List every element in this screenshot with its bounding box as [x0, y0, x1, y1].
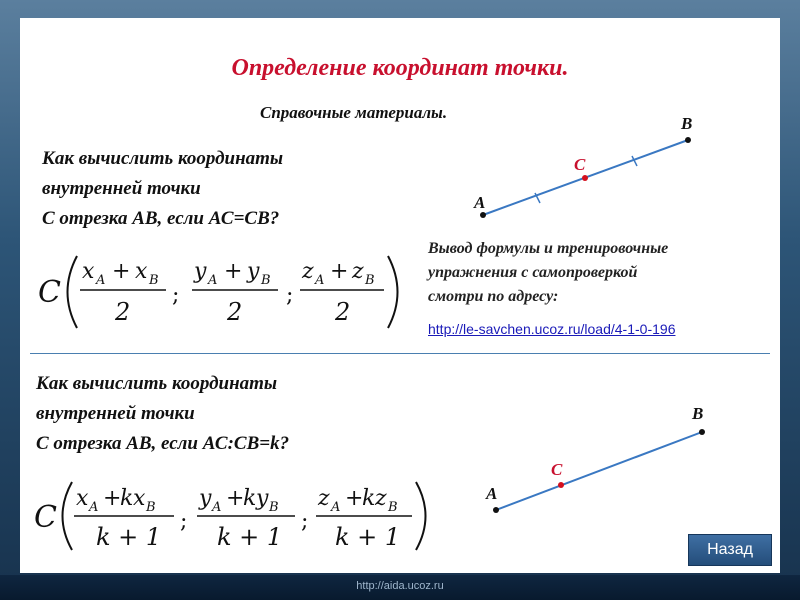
question-line: внутренней точки: [36, 403, 195, 424]
reference-link[interactable]: http://le-savchen.ucoz.ru/load/4-1-0-196: [428, 321, 676, 337]
formula-denominator: 2: [335, 298, 351, 326]
point-b: [699, 429, 705, 435]
label-c: C: [551, 460, 563, 479]
formula-denominator: k + 1: [217, 523, 283, 551]
right-paren: [388, 256, 398, 328]
formula-separator: ;: [172, 283, 180, 308]
formula-var: y: [199, 486, 212, 511]
formula-sub: A: [315, 273, 325, 288]
formula-sub: A: [89, 500, 99, 515]
formula-sub: B: [365, 273, 375, 288]
formula-sub: B: [146, 500, 156, 515]
formula-point: C: [34, 500, 57, 535]
question-line: внутренней точки: [42, 178, 201, 199]
formula-plus: +: [330, 259, 349, 284]
segment-diagram-midpoint: [473, 114, 692, 218]
formula-ratio: [34, 482, 426, 551]
formula-plus: +: [112, 259, 131, 284]
formula-sub: B: [269, 500, 279, 515]
question-line: Как вычислить координаты: [42, 148, 284, 169]
left-paren: [68, 256, 78, 328]
question-line: Как вычислить координаты: [36, 373, 278, 394]
formula-var: x: [133, 486, 146, 511]
formula-var: y: [194, 259, 207, 284]
page-title: Определение координат точки.: [231, 55, 569, 81]
point-a: [493, 507, 499, 513]
formula-denominator: 2: [227, 298, 243, 326]
formula-sub: B: [261, 273, 271, 288]
formula-sub: A: [212, 500, 222, 515]
formula-denominator: k + 1: [335, 523, 401, 551]
formula-var: x: [76, 486, 89, 511]
label-c: C: [574, 155, 586, 174]
formula-sub: B: [388, 500, 398, 515]
segment-diagram-ratio: [485, 404, 705, 513]
formula-k: k: [243, 486, 257, 511]
point-c: [582, 175, 588, 181]
point-b: [685, 137, 691, 143]
formula-var: y: [247, 259, 260, 284]
segment-ab: [496, 432, 702, 510]
formula-denominator: k + 1: [96, 523, 162, 551]
formula-midpoint: [38, 256, 398, 328]
formula-var: x: [135, 259, 148, 284]
formula-var: z: [352, 259, 364, 284]
question-line: С отрезка АВ, если АС=СВ?: [42, 208, 280, 229]
footer-url: http://aida.ucoz.ru: [356, 580, 444, 592]
question-line: С отрезка АВ, если АС:СВ=k?: [36, 433, 290, 454]
label-a: A: [474, 193, 486, 212]
formula-sub: A: [208, 273, 218, 288]
formula-plus: +: [226, 486, 245, 511]
note-line: смотри по адресу:: [428, 288, 559, 305]
formula-k: k: [362, 486, 376, 511]
note-line: Вывод формулы и тренировочные: [428, 240, 669, 257]
formula-var: z: [318, 486, 330, 511]
point-a: [480, 212, 486, 218]
page-subtitle: Справочные материалы.: [260, 103, 448, 122]
formula-plus: +: [103, 486, 122, 511]
left-paren: [63, 482, 73, 550]
formula-sub: A: [331, 500, 341, 515]
formula-plus: +: [224, 259, 243, 284]
formula-var: z: [302, 259, 314, 284]
back-button[interactable]: Назад: [688, 534, 772, 566]
label-b: B: [692, 404, 704, 423]
formula-separator: ;: [180, 509, 188, 534]
note-line: упражнения с самопроверкой: [428, 264, 638, 281]
label-a: A: [486, 484, 498, 503]
formula-point: C: [38, 275, 61, 310]
formula-plus: +: [345, 486, 364, 511]
formula-k: k: [120, 486, 134, 511]
formula-denominator: 2: [115, 298, 131, 326]
formula-sub: B: [149, 273, 159, 288]
formula-var: z: [375, 486, 387, 511]
label-b: B: [681, 114, 693, 133]
formula-separator: ;: [286, 283, 294, 308]
formula-separator: ;: [301, 509, 309, 534]
formula-var: y: [256, 486, 269, 511]
point-c: [558, 482, 564, 488]
formula-var: x: [82, 259, 95, 284]
right-paren: [416, 482, 426, 550]
formula-sub: A: [96, 273, 106, 288]
